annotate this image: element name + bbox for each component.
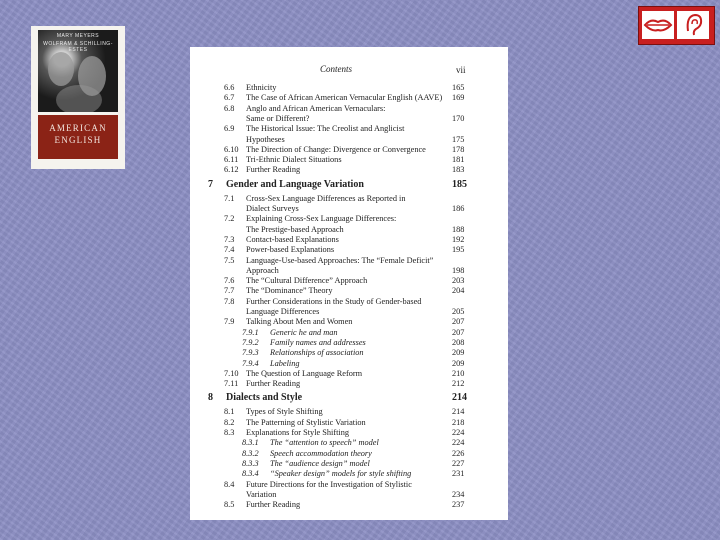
toc-entry-page: 170 [452,113,465,123]
toc-entry-title: The Case of African American Vernacular English (AAVE) [246,93,443,103]
toc-entry-page: 169 [452,93,465,103]
toc-entry-number: 8.3 [224,428,235,437]
lips-icon [642,11,674,39]
toc-entry-title: “Speaker design” models for style shifting [270,469,412,479]
toc-entry-title: The “attention to speech” model [270,438,379,448]
toc-entry-number: 8.3.4 [242,469,259,479]
toc-entry-title: The “Cultural Difference” Approach [246,276,368,286]
toc-entry-title: Explanations for Style Shifting [246,428,350,437]
toc-entry-number: 7.3 [224,234,235,244]
toc-entry-page: 178 [452,144,465,154]
contents-page [190,47,508,520]
toc-entry-title: Talking About Men and Women [246,317,353,327]
toc-entry-page: 231 [452,469,465,479]
toc-entry-number: 8.4 [224,479,235,489]
toc-entry-title: The “Dominance” Theory [246,286,333,296]
toc-entry-page: 212 [452,379,465,389]
toc-entry-page: 181 [452,155,465,165]
toc-entry-title: Power-based Explanations [246,245,335,255]
toc-entry-page: 165 [452,83,465,92]
toc-entry-title: Further Considerations in the Study of Gender-based [246,296,422,306]
toc-entry-title: Ethnicity [246,83,277,92]
toc-entry-number: 7.4 [224,245,235,255]
toc-entry-page: 183 [452,165,465,175]
toc-entry-title: Variation [246,489,277,499]
toc-entry-page: 237 [452,500,465,510]
toc-entry-title: The Direction of Change: Divergence or Convergence [246,144,426,154]
toc-entry-title: The “audience design” model [270,458,370,468]
toc-entry-title: The Historical Issue: The Creolist and Anglicist [246,124,405,134]
toc-entry-page: 188 [452,224,465,234]
toc-entry-page: 234 [452,489,465,499]
toc-entry-title: Language-Use-based Approaches: The “Female Deficit” [246,255,434,265]
toc-entry-page: 205 [452,307,465,316]
toc-entry-number: 6.6 [224,83,235,92]
toc-entry-page: 224 [452,438,465,448]
cover-figure-left [48,52,74,86]
toc-entry-number: 6.8 [224,103,235,113]
toc-entry-number: 6.10 [224,144,239,154]
toc-entry-title: Further Reading [246,379,301,389]
toc-entry-title: The Prestige-based Approach [246,224,344,234]
toc-entry-number: 7.9.4 [242,358,259,368]
toc-entry-page: 207 [452,327,465,337]
toc-entry-number: 8.1 [224,407,235,417]
toc-entry-number: 7.9 [224,317,235,327]
toc-entry-number: 7.9.1 [242,327,259,337]
toc-entry-number: 6.9 [224,124,235,134]
toc-entry-page: 226 [452,448,465,458]
toc-entry-number: 7.7 [224,286,235,296]
toc-entry-title: Same or Different? [246,113,310,123]
toc-entry-page: 209 [452,358,465,368]
toc-entry-title: Explaining Cross-Sex Language Differences: [246,214,397,224]
toc-entry-number: 7.11 [224,379,239,389]
toc-entry-page: 198 [452,265,465,275]
toc-entry-title: Contact-based Explanations [246,234,339,244]
toc-entry-title: The Question of Language Reform [246,368,363,378]
toc-entry-number: 8 [208,392,213,404]
toc-entry-page: 185 [452,178,467,190]
toc-entry-number: 8.3.2 [242,448,259,458]
toc-entry-number: 7.6 [224,276,235,286]
toc-entry-page: 214 [452,392,467,404]
toc-entry-title: Anglo and African American Vernaculars: [246,103,386,113]
toc-entry-number: 8.5 [224,500,235,510]
toc-entry-title: The Patterning of Stylistic Variation [246,417,366,427]
toc-entry-title: Family names and addresses [270,337,366,347]
toc-entry-page: 214 [452,407,465,417]
ear-icon [677,11,709,39]
toc-entry-title: Approach [246,265,279,275]
cover-title-band [38,115,118,159]
toc-entry-page: 204 [452,286,465,296]
toc-entry-title: Dialects and Style [226,392,303,404]
toc-entry-number: 7.8 [224,296,235,306]
page-number: vii [456,65,466,75]
toc-entry-page: 203 [452,276,465,286]
toc-entry-number: 7 [208,178,213,190]
cover-author-line1: MARY MEYERS [56,33,100,39]
toc-entry-number: 7.9.3 [242,348,259,358]
toc-entry-page: 186 [452,204,465,213]
toc-entry-number: 7.9.2 [242,337,259,347]
cover-photo [38,30,118,112]
cover-title-line1: AMERICAN [49,123,107,133]
toc-entry-page: 224 [452,428,465,437]
toc-entry-page: 210 [452,368,465,378]
toc-entry-title: Gender and Language Variation [226,178,364,190]
toc-entry-number: 6.12 [224,165,239,175]
toc-entry-number: 7.10 [224,368,239,378]
toc-entry-title: Tri-Ethnic Dialect Situations [246,155,342,165]
toc-entry-page: 218 [452,417,465,427]
toc-entry-title: Further Reading [246,165,301,175]
toc-entry-title: Further Reading [246,500,301,510]
toc-entry-title: Future Directions for the Investigation of Stylistic [246,479,412,489]
toc-entry-page: 195 [452,245,465,255]
toc-entry-title: Dialect Surveys [246,204,299,213]
toc-entry-number: 8.3.3 [242,458,259,468]
page-header: Contents [320,64,353,74]
toc-entry-number: 6.7 [224,93,235,103]
toc-entry-title: Labeling [270,358,300,368]
toc-entry-page: 192 [452,234,465,244]
book-cover [31,26,125,169]
toc-entry-page: 208 [452,337,465,347]
toc-entry-number: 6.11 [224,155,239,165]
toc-entry-number: 8.3.1 [242,438,259,448]
toc-entry-title: Speech accommodation theory [270,448,372,458]
toc-entry-number: 7.5 [224,255,235,265]
toc-entry-title: Hypotheses [246,134,285,144]
toc-entry-title: Relationships of association [270,348,364,358]
toc-entry-title: Cross-Sex Language Differences as Reported in [246,193,406,203]
cover-figure-body [56,85,102,112]
logo [638,6,715,45]
cover-title-line2: ENGLISH [54,135,102,145]
toc-entry-page: 227 [452,458,465,468]
toc-entry-page: 175 [452,134,465,144]
toc-entry-number: 7.2 [224,214,235,224]
cover-author-line2: WOLFRAM & SCHILLING-ESTES [43,41,113,53]
toc-entry-title: Language Differences [246,307,320,316]
toc-entry-number: 8.2 [224,417,235,427]
toc-entry-number: 7.1 [224,193,235,203]
toc-entry-page: 207 [452,317,465,327]
toc-entry-title: Generic he and man [270,327,338,337]
toc-entry-page: 209 [452,348,465,358]
toc-entry-title: Types of Style Shifting [246,407,323,417]
